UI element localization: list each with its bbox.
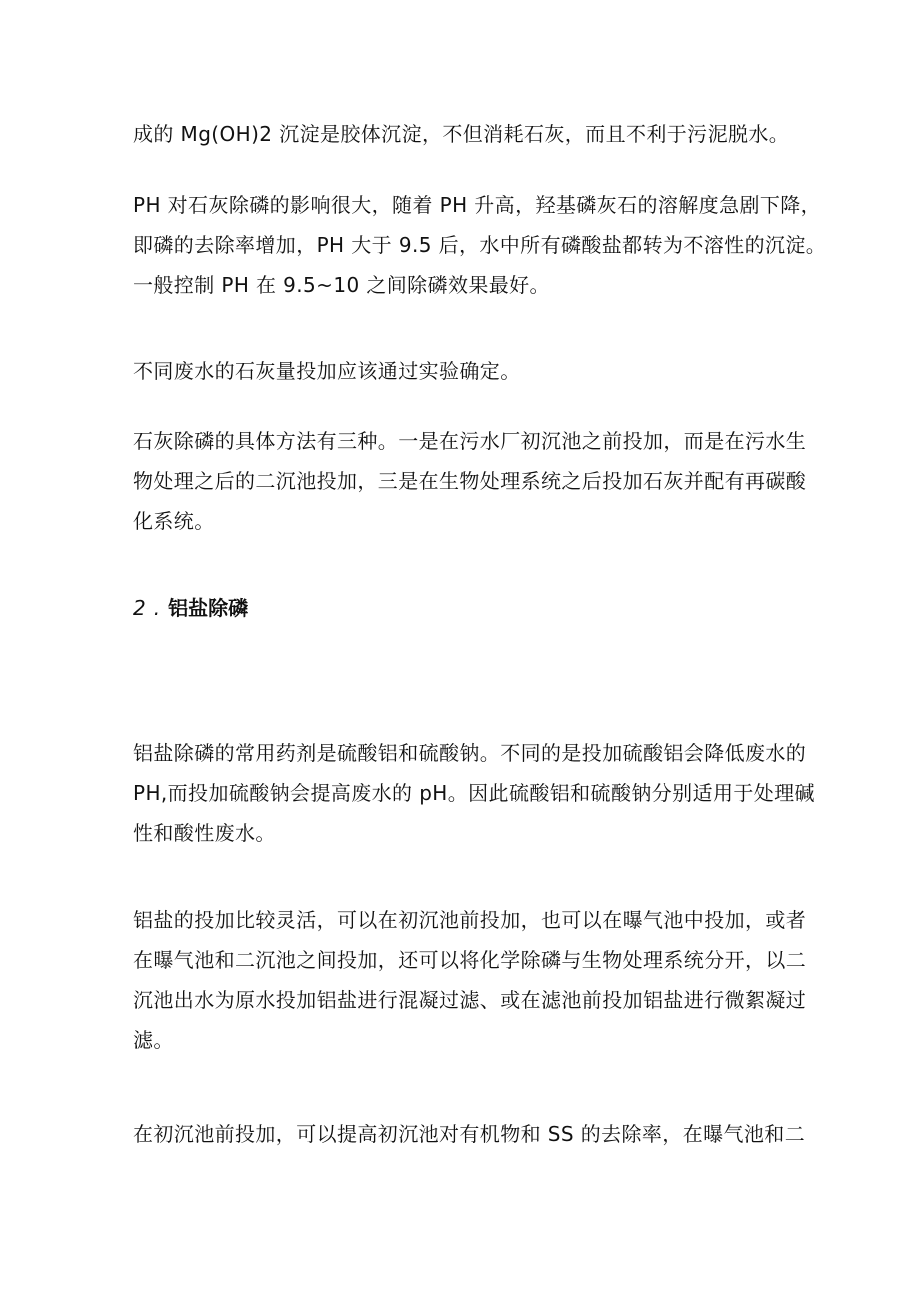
text-line: PH 对石灰除磷的影响很大，随着 PH 升高，羟基磷灰石的溶解度急剧下降， — [133, 193, 822, 217]
text-line: 化系统。 — [133, 509, 215, 533]
paragraph-lime-dosage — [133, 351, 813, 391]
text-line: 在曝气池和二沉池之间投加，还可以将化学除磷与生物处理系统分开，以二 — [133, 948, 807, 972]
paragraph-lime-methods — [133, 421, 813, 541]
text-line: 即磷的去除率增加，PH 大于 9.5 后，水中所有磷酸盐都转为不溶性的沉淀。 — [133, 233, 827, 257]
paragraph-mgoh2-sediment — [133, 114, 813, 154]
text-line: 物处理之后的二沉池投加，三是在生物处理系统之后投加石灰并配有再碳酸 — [133, 469, 807, 493]
heading-number: 2 — [133, 596, 146, 620]
text-line: 滤。 — [133, 1028, 174, 1052]
text-line: 性和酸性废水。 — [133, 821, 276, 845]
paragraph-aluminum-dosing — [133, 900, 813, 1060]
text-line: 铝盐的投加比较灵活，可以在初沉池前投加，也可以在曝气池中投加，或者 — [133, 908, 807, 932]
text-line: 铝盐除磷的常用药剂是硫酸铝和硫酸钠。不同的是投加硫酸铝会降低废水的 — [133, 741, 807, 765]
text-line: PH,而投加硫酸钠会提高废水的 pH。因此硫酸铝和硫酸钠分别适用于处理碱 — [133, 781, 815, 805]
paragraph-aluminum-agents — [133, 733, 813, 853]
text-line: 一般控制 PH 在 9.5~10 之间除磷效果最好。 — [133, 273, 550, 297]
heading-title: 铝盐除磷 — [168, 596, 249, 620]
text-line: 成的 Mg(OH)2 沉淀是胶体沉淀，不但消耗石灰，而且不利于污泥脱水。 — [133, 122, 790, 146]
paragraph-primary-clarifier — [133, 1114, 813, 1154]
text-line: 在初沉池前投加，可以提高初沉池对有机物和 SS 的去除率，在曝气池和二 — [133, 1122, 806, 1146]
heading-separator: . — [153, 596, 161, 620]
text-line: 不同废水的石灰量投加应该通过实验确定。 — [133, 359, 521, 383]
section-heading-aluminum-salt — [133, 588, 248, 628]
paragraph-ph-influence — [133, 185, 827, 305]
text-line: 石灰除磷的具体方法有三种。一是在污水厂初沉池之前投加，而是在污水生 — [133, 429, 807, 453]
text-line: 沉池出水为原水投加铝盐进行混凝过滤、或在滤池前投加铝盐进行微絮凝过 — [133, 988, 807, 1012]
